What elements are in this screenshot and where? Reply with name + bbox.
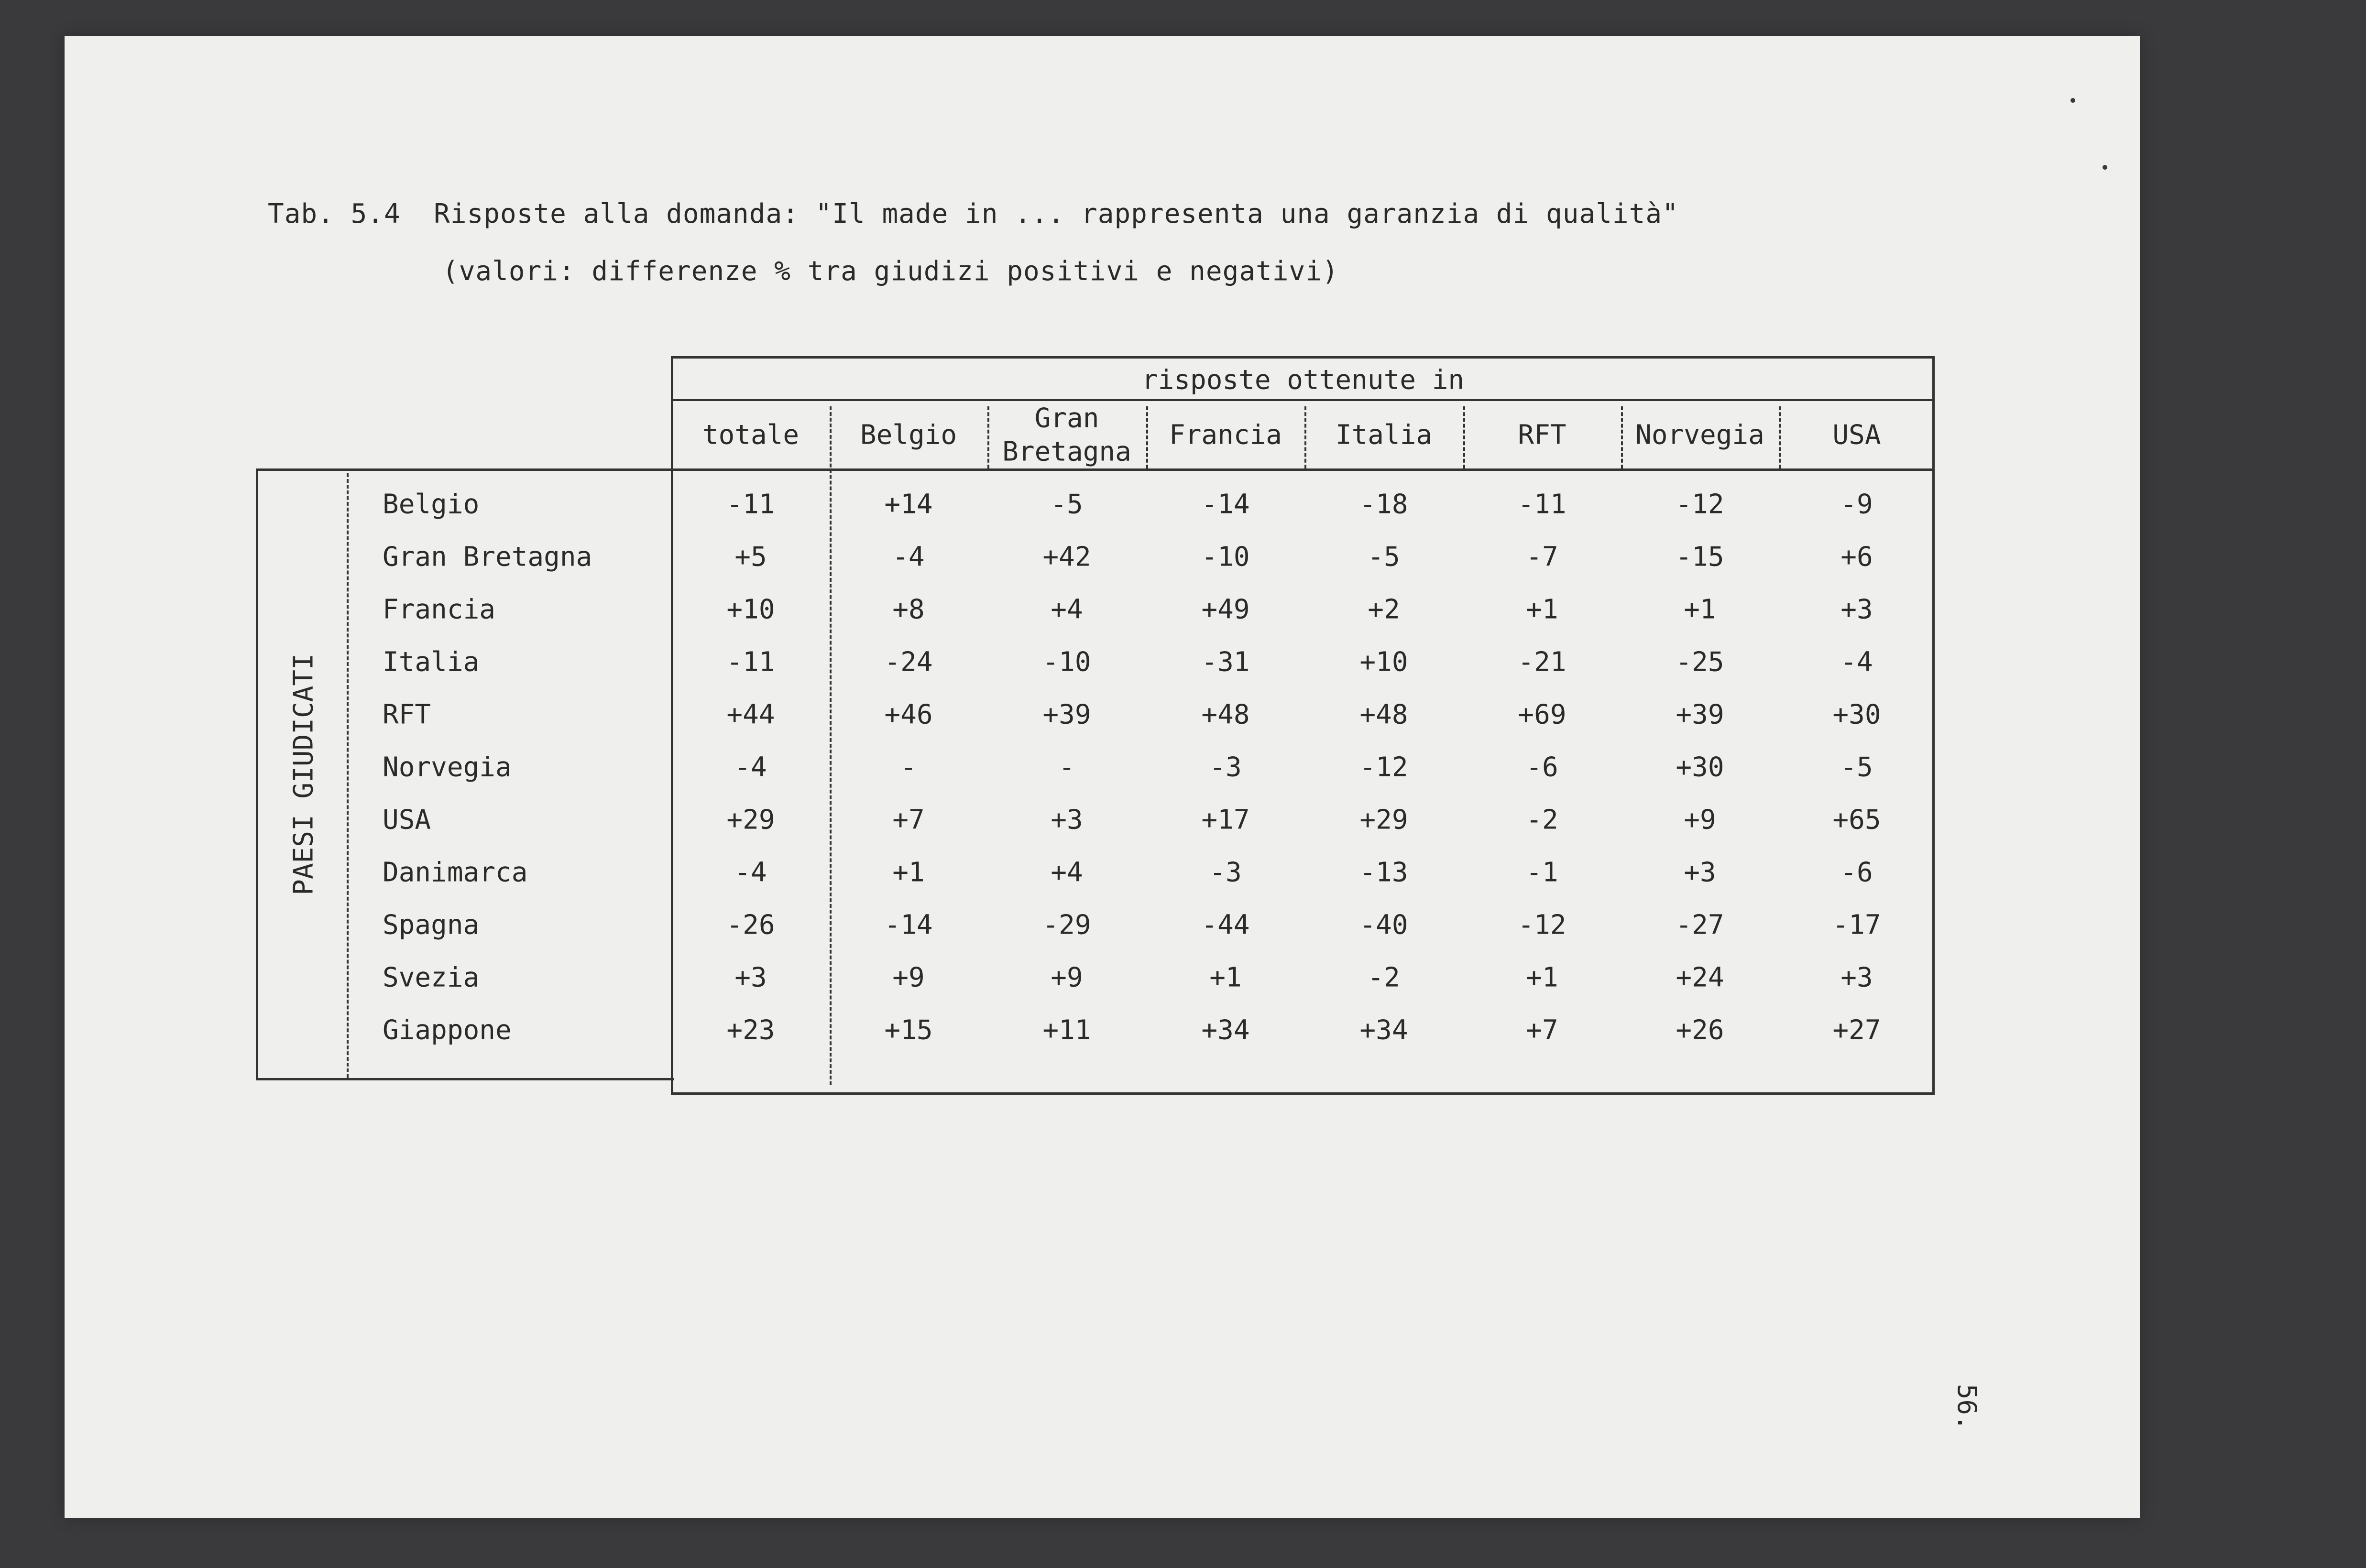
- table-cell: -: [900, 751, 917, 783]
- column-separator: [1146, 406, 1148, 468]
- col-header-italia: Italia: [1335, 419, 1433, 451]
- col-header-gran-bretagna-line1: Gran: [1034, 403, 1099, 434]
- table-cell: -4: [892, 541, 925, 573]
- table-cell: -27: [1676, 909, 1724, 941]
- table-cell: +44: [726, 699, 775, 730]
- group-separator: [347, 473, 349, 1078]
- table-cell: -21: [1518, 646, 1566, 678]
- table-cell: -29: [1042, 909, 1091, 941]
- table-cell: +65: [1832, 804, 1881, 836]
- row-label: Belgio: [383, 489, 480, 520]
- row-label: Italia: [383, 646, 480, 678]
- row-label: USA: [383, 804, 431, 836]
- table-cell: +6: [1840, 541, 1873, 573]
- table-cell: +10: [1359, 646, 1408, 678]
- table-cell: +69: [1518, 699, 1566, 730]
- table-bottom-border: [672, 1092, 1934, 1095]
- table-cell: +3: [1684, 857, 1716, 888]
- table-cell: -5: [1840, 751, 1873, 783]
- table-cell: -11: [726, 646, 775, 678]
- table-cell: +9: [1051, 962, 1083, 993]
- paper-speck: [2070, 98, 2075, 103]
- table-cell: +2: [1368, 594, 1400, 625]
- table-cell: +49: [1201, 594, 1250, 625]
- row-label: Spagna: [383, 909, 480, 941]
- table-cell: -4: [734, 751, 767, 783]
- row-label: RFT: [383, 699, 431, 730]
- table-caption: Tab. 5.4 Risposte alla domanda: "Il made in ... rappresenta una garanzia di qualità": [268, 198, 1679, 229]
- table-cell: -10: [1201, 541, 1250, 573]
- table-cell: +9: [1684, 804, 1716, 836]
- table-cell: +11: [1042, 1014, 1091, 1046]
- table-cell: +1: [1526, 962, 1558, 993]
- row-label: Svezia: [383, 962, 480, 993]
- column-separator: [830, 406, 832, 1085]
- col-header-usa: USA: [1832, 419, 1881, 451]
- col-header-rft: RFT: [1518, 419, 1566, 451]
- table-cell: -10: [1042, 646, 1091, 678]
- table-cell: +3: [1840, 594, 1873, 625]
- table-cell: -31: [1201, 646, 1250, 678]
- table-cell: +29: [726, 804, 775, 836]
- table-cell: +30: [1676, 751, 1724, 783]
- col-header-gran-bretagna-line2: Bretagna: [1002, 436, 1131, 468]
- col-header-norvegia: Norvegia: [1635, 419, 1764, 451]
- table-cell: +23: [726, 1014, 775, 1046]
- table-cell: +1: [1526, 594, 1558, 625]
- table-cell: -44: [1201, 909, 1250, 941]
- col-header-francia: Francia: [1169, 419, 1282, 451]
- table-caption-subtitle: (valori: differenze % tra giudizi positivi e negativi): [442, 256, 1339, 287]
- column-separator: [987, 406, 989, 468]
- table-cell: +3: [1840, 962, 1873, 993]
- table-cell: -2: [1368, 962, 1400, 993]
- column-separator: [1779, 406, 1781, 468]
- column-separator: [1463, 406, 1465, 468]
- table-cell: -5: [1051, 489, 1083, 520]
- table-cell: +26: [1676, 1014, 1724, 1046]
- table-cell: +27: [1832, 1014, 1881, 1046]
- table-cell: +34: [1201, 1014, 1250, 1046]
- table-cell: -24: [884, 646, 933, 678]
- table-cell: +42: [1042, 541, 1091, 573]
- table-cell: +5: [734, 541, 767, 573]
- table-cell: -18: [1359, 489, 1408, 520]
- table-cell: -3: [1209, 857, 1242, 888]
- col-header-belgio: Belgio: [860, 419, 957, 451]
- header-bottom-border: [256, 468, 1934, 471]
- table-cell: +4: [1051, 594, 1083, 625]
- paper-speck: [2103, 165, 2107, 170]
- table-cell: +24: [1676, 962, 1724, 993]
- stub-right-border: [671, 356, 673, 1095]
- table-cell: -26: [726, 909, 775, 941]
- column-separator: [1621, 406, 1623, 468]
- table-right-border: [1932, 356, 1935, 1095]
- page-number: 56.: [1952, 1384, 1982, 1431]
- row-label: Giappone: [383, 1014, 512, 1046]
- table-cell: -5: [1368, 541, 1400, 573]
- table-cell: +1: [892, 857, 925, 888]
- table-cell: -14: [884, 909, 933, 941]
- row-label: Danimarca: [383, 857, 528, 888]
- table-cell: +1: [1209, 962, 1242, 993]
- table-cell: +15: [884, 1014, 933, 1046]
- table-cell: +7: [1526, 1014, 1558, 1046]
- table-cell: -6: [1526, 751, 1558, 783]
- table-cell: -3: [1209, 751, 1242, 783]
- table-cell: -15: [1676, 541, 1724, 573]
- table-cell: -40: [1359, 909, 1408, 941]
- col-header-totale: totale: [702, 419, 800, 451]
- table-cell: -4: [1840, 646, 1873, 678]
- table-cell: +14: [884, 489, 933, 520]
- table-cell: +17: [1201, 804, 1250, 836]
- header-divider: [672, 399, 1934, 401]
- table-cell: -12: [1518, 909, 1566, 941]
- row-label: Gran Bretagna: [383, 541, 592, 573]
- table-cell: +10: [726, 594, 775, 625]
- table-cell: -7: [1526, 541, 1558, 573]
- table-cell: -13: [1359, 857, 1408, 888]
- table-cell: +34: [1359, 1014, 1408, 1046]
- table-cell: +48: [1359, 699, 1408, 730]
- table-cell: +7: [892, 804, 925, 836]
- table-cell: -11: [726, 489, 775, 520]
- table-border-top: [672, 356, 1934, 359]
- table-cell: +29: [1359, 804, 1408, 836]
- document-page: [65, 36, 2140, 1518]
- table-cell: -9: [1840, 489, 1873, 520]
- table-cell: +39: [1042, 699, 1091, 730]
- table-cell: +39: [1676, 699, 1724, 730]
- table-cell: -25: [1676, 646, 1724, 678]
- table-cell: +3: [734, 962, 767, 993]
- table-cell: +4: [1051, 857, 1083, 888]
- table-cell: +1: [1684, 594, 1716, 625]
- table-cell: -12: [1359, 751, 1408, 783]
- table-cell: -: [1059, 751, 1075, 783]
- row-label: Francia: [383, 594, 496, 625]
- table-cell: +46: [884, 699, 933, 730]
- table-cell: -2: [1526, 804, 1558, 836]
- table-cell: -14: [1201, 489, 1250, 520]
- table-cell: +8: [892, 594, 925, 625]
- table-cell: -11: [1518, 489, 1566, 520]
- table-cell: -17: [1832, 909, 1881, 941]
- table-cell: -4: [734, 857, 767, 888]
- stub-bottom-border: [256, 1078, 674, 1080]
- table-cell: -12: [1676, 489, 1724, 520]
- table-cell: -6: [1840, 857, 1873, 888]
- row-group-header: PAESI GIUDICATI: [288, 653, 319, 895]
- table-cell: +30: [1832, 699, 1881, 730]
- table-left-border: [256, 468, 258, 1080]
- table-cell: +9: [892, 962, 925, 993]
- table-cell: -1: [1526, 857, 1558, 888]
- column-separator: [1304, 406, 1306, 468]
- table-cell: +48: [1201, 699, 1250, 730]
- column-group-header: risposte ottenute in: [1141, 364, 1465, 396]
- row-label: Norvegia: [383, 751, 512, 783]
- table-cell: +3: [1051, 804, 1083, 836]
